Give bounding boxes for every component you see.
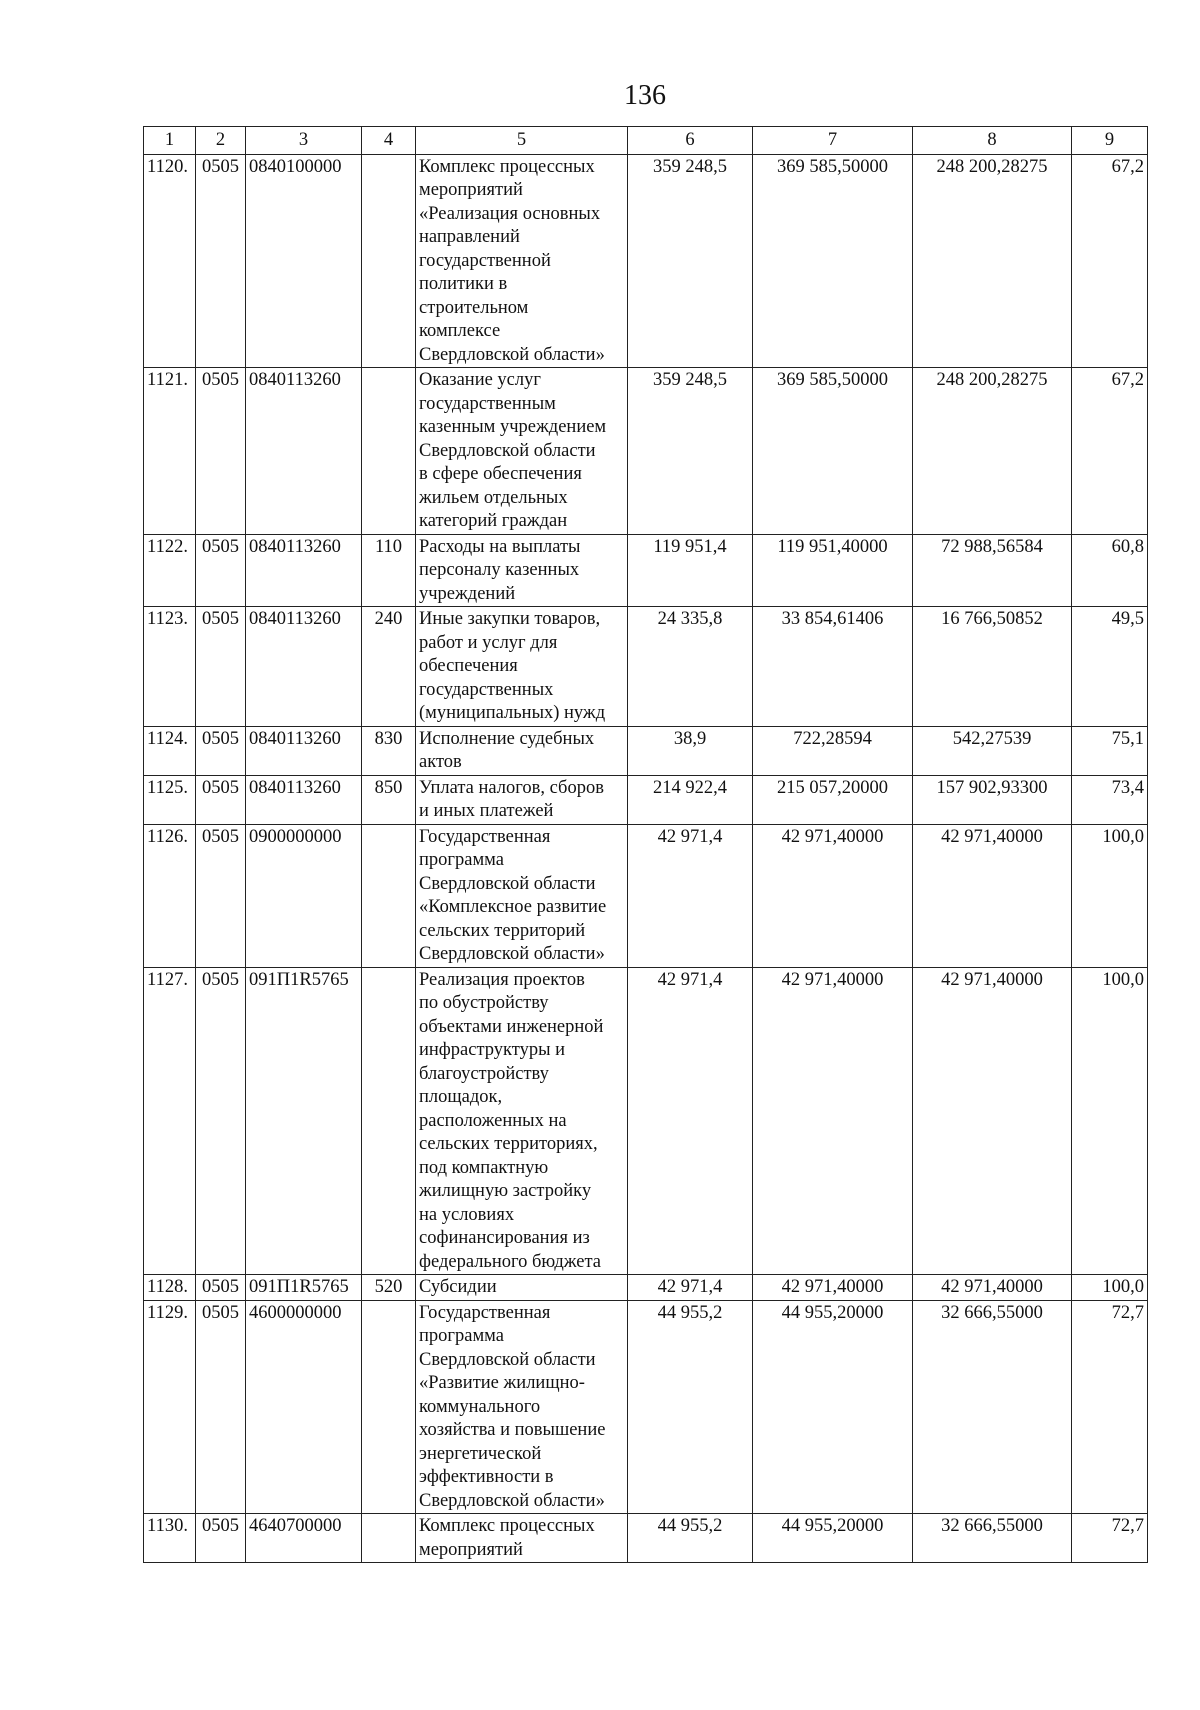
executed-amount-cell: 32 666,55000 bbox=[913, 1300, 1072, 1514]
column-header: 3 bbox=[246, 127, 362, 155]
planned-amount-cell: 42 971,4 bbox=[628, 824, 753, 967]
execution-percent-cell: 72,7 bbox=[1072, 1300, 1148, 1514]
executed-amount-cell: 42 971,40000 bbox=[913, 824, 1072, 967]
executed-amount-cell: 542,27539 bbox=[913, 726, 1072, 775]
description-cell: Государственная программа Свердловской области «Развитие жилищно- коммунального хозяйства и повышение энергетической эффективности в Свердловской области» bbox=[416, 1300, 628, 1514]
adjusted-amount-cell: 42 971,40000 bbox=[753, 824, 913, 967]
description-cell: Иные закупки товаров, работ и услуг для обеспечения государственных (муниципальных) нужд bbox=[416, 607, 628, 727]
row-number-cell: 1124. bbox=[144, 726, 196, 775]
page-number: 136 bbox=[624, 80, 666, 111]
description-cell: Расходы на выплаты персоналу казенных учреждений bbox=[416, 534, 628, 607]
expense-type-cell: 110 bbox=[362, 534, 416, 607]
planned-amount-cell: 44 955,2 bbox=[628, 1300, 753, 1514]
adjusted-amount-cell: 44 955,20000 bbox=[753, 1300, 913, 1514]
column-header: 1 bbox=[144, 127, 196, 155]
executed-amount-cell: 16 766,50852 bbox=[913, 607, 1072, 727]
column-header: 4 bbox=[362, 127, 416, 155]
table-row bbox=[144, 1275, 1148, 1301]
description-cell: Уплата налогов, сборов и иных платежей bbox=[416, 775, 628, 824]
executed-amount-cell: 157 902,93300 bbox=[913, 775, 1072, 824]
target-article-cell: 091П1R5765 bbox=[246, 967, 362, 1275]
expense-type-cell bbox=[362, 1300, 416, 1514]
table-row bbox=[144, 967, 1148, 1275]
table-row bbox=[144, 607, 1148, 727]
adjusted-amount-cell: 119 951,40000 bbox=[753, 534, 913, 607]
section-code-cell: 0505 bbox=[196, 1300, 246, 1514]
expense-type-cell: 830 bbox=[362, 726, 416, 775]
planned-amount-cell: 359 248,5 bbox=[628, 154, 753, 368]
target-article-cell: 0840113260 bbox=[246, 607, 362, 727]
table-row bbox=[144, 154, 1148, 368]
planned-amount-cell: 214 922,4 bbox=[628, 775, 753, 824]
description-cell: Исполнение судебных актов bbox=[416, 726, 628, 775]
executed-amount-cell: 248 200,28275 bbox=[913, 154, 1072, 368]
description-cell: Субсидии bbox=[416, 1275, 628, 1301]
target-article-cell: 0840113260 bbox=[246, 534, 362, 607]
target-article-cell: 0840113260 bbox=[246, 775, 362, 824]
column-header: 7 bbox=[753, 127, 913, 155]
adjusted-amount-cell: 42 971,40000 bbox=[753, 967, 913, 1275]
expense-type-cell: 850 bbox=[362, 775, 416, 824]
table-row bbox=[144, 1514, 1148, 1563]
description-cell: Государственная программа Свердловской области «Комплексное развитие сельских территорий Свердловской области» bbox=[416, 824, 628, 967]
adjusted-amount-cell: 33 854,61406 bbox=[753, 607, 913, 727]
budget-table bbox=[143, 126, 1148, 1563]
expense-type-cell bbox=[362, 967, 416, 1275]
target-article-cell: 4640700000 bbox=[246, 1514, 362, 1563]
execution-percent-cell: 100,0 bbox=[1072, 967, 1148, 1275]
section-code-cell: 0505 bbox=[196, 726, 246, 775]
expense-type-cell bbox=[362, 1514, 416, 1563]
executed-amount-cell: 42 971,40000 bbox=[913, 967, 1072, 1275]
row-number-cell: 1129. bbox=[144, 1300, 196, 1514]
target-article-cell: 0840100000 bbox=[246, 154, 362, 368]
column-header: 6 bbox=[628, 127, 753, 155]
execution-percent-cell: 100,0 bbox=[1072, 1275, 1148, 1301]
row-number-cell: 1130. bbox=[144, 1514, 196, 1563]
row-number-cell: 1123. bbox=[144, 607, 196, 727]
target-article-cell: 0900000000 bbox=[246, 824, 362, 967]
table-row bbox=[144, 726, 1148, 775]
target-article-cell: 0840113260 bbox=[246, 368, 362, 535]
table-row bbox=[144, 1300, 1148, 1514]
description-cell: Комплекс процессных мероприятий «Реализация основных направлений государственной политики в строительном комплексе Свердловской области» bbox=[416, 154, 628, 368]
execution-percent-cell: 75,1 bbox=[1072, 726, 1148, 775]
table-row bbox=[144, 824, 1148, 967]
expense-type-cell bbox=[362, 154, 416, 368]
column-header: 8 bbox=[913, 127, 1072, 155]
planned-amount-cell: 42 971,4 bbox=[628, 967, 753, 1275]
section-code-cell: 0505 bbox=[196, 534, 246, 607]
table-row bbox=[144, 368, 1148, 535]
execution-percent-cell: 60,8 bbox=[1072, 534, 1148, 607]
table-row bbox=[144, 775, 1148, 824]
section-code-cell: 0505 bbox=[196, 607, 246, 727]
expense-type-cell: 240 bbox=[362, 607, 416, 727]
planned-amount-cell: 42 971,4 bbox=[628, 1275, 753, 1301]
section-code-cell: 0505 bbox=[196, 1275, 246, 1301]
row-number-cell: 1127. bbox=[144, 967, 196, 1275]
executed-amount-cell: 42 971,40000 bbox=[913, 1275, 1072, 1301]
row-number-cell: 1121. bbox=[144, 368, 196, 535]
adjusted-amount-cell: 42 971,40000 bbox=[753, 1275, 913, 1301]
adjusted-amount-cell: 722,28594 bbox=[753, 726, 913, 775]
table-row bbox=[144, 534, 1148, 607]
adjusted-amount-cell: 369 585,50000 bbox=[753, 154, 913, 368]
adjusted-amount-cell: 215 057,20000 bbox=[753, 775, 913, 824]
column-header: 9 bbox=[1072, 127, 1148, 155]
planned-amount-cell: 44 955,2 bbox=[628, 1514, 753, 1563]
section-code-cell: 0505 bbox=[196, 824, 246, 967]
section-code-cell: 0505 bbox=[196, 775, 246, 824]
execution-percent-cell: 72,7 bbox=[1072, 1514, 1148, 1563]
row-number-cell: 1126. bbox=[144, 824, 196, 967]
target-article-cell: 4600000000 bbox=[246, 1300, 362, 1514]
execution-percent-cell: 100,0 bbox=[1072, 824, 1148, 967]
planned-amount-cell: 359 248,5 bbox=[628, 368, 753, 535]
table-body bbox=[144, 154, 1148, 1563]
planned-amount-cell: 24 335,8 bbox=[628, 607, 753, 727]
adjusted-amount-cell: 44 955,20000 bbox=[753, 1514, 913, 1563]
section-code-cell: 0505 bbox=[196, 368, 246, 535]
expense-type-cell: 520 bbox=[362, 1275, 416, 1301]
execution-percent-cell: 67,2 bbox=[1072, 368, 1148, 535]
adjusted-amount-cell: 369 585,50000 bbox=[753, 368, 913, 535]
row-number-cell: 1125. bbox=[144, 775, 196, 824]
section-code-cell: 0505 bbox=[196, 1514, 246, 1563]
planned-amount-cell: 119 951,4 bbox=[628, 534, 753, 607]
section-code-cell: 0505 bbox=[196, 154, 246, 368]
planned-amount-cell: 38,9 bbox=[628, 726, 753, 775]
column-header: 5 bbox=[416, 127, 628, 155]
row-number-cell: 1128. bbox=[144, 1275, 196, 1301]
column-header: 2 bbox=[196, 127, 246, 155]
description-cell: Оказание услуг государственным казенным учреждением Свердловской области в сфере обеспечения жильем отдельных категорий граждан bbox=[416, 368, 628, 535]
executed-amount-cell: 72 988,56584 bbox=[913, 534, 1072, 607]
target-article-cell: 0840113260 bbox=[246, 726, 362, 775]
description-cell: Комплекс процессных мероприятий bbox=[416, 1514, 628, 1563]
executed-amount-cell: 32 666,55000 bbox=[913, 1514, 1072, 1563]
expense-type-cell bbox=[362, 824, 416, 967]
target-article-cell: 091П1R5765 bbox=[246, 1275, 362, 1301]
executed-amount-cell: 248 200,28275 bbox=[913, 368, 1072, 535]
execution-percent-cell: 73,4 bbox=[1072, 775, 1148, 824]
row-number-cell: 1120. bbox=[144, 154, 196, 368]
section-code-cell: 0505 bbox=[196, 967, 246, 1275]
execution-percent-cell: 67,2 bbox=[1072, 154, 1148, 368]
expense-type-cell bbox=[362, 368, 416, 535]
row-number-cell: 1122. bbox=[144, 534, 196, 607]
header-row bbox=[144, 127, 1148, 155]
description-cell: Реализация проектов по обустройству объектами инженерной инфраструктуры и благоустройству площадок, расположенных на сельских территориях, под компактную жилищную застройку на условиях софинансирования из федерального бюджета bbox=[416, 967, 628, 1275]
execution-percent-cell: 49,5 bbox=[1072, 607, 1148, 727]
